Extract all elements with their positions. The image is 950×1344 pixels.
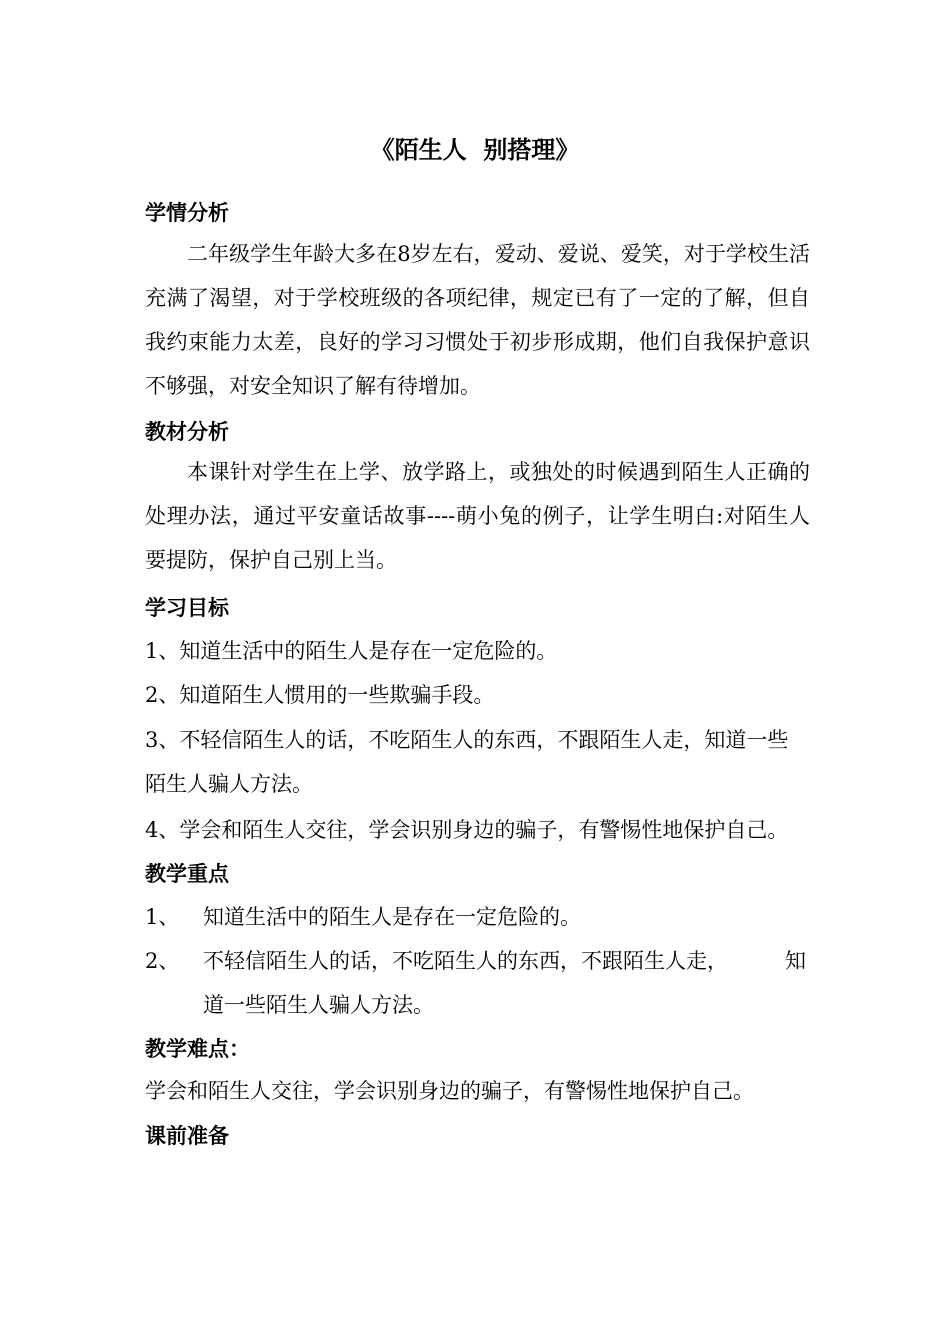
document-title: 《陌生人 别搭理》	[370, 135, 580, 164]
section-heading-preparation: 课前准备	[145, 1123, 229, 1148]
difficulties-text: 学会和陌生人交往，学会识别身边的骗子，有警惕性地保护自己。	[145, 1079, 754, 1103]
goal-item-1: 1、知道生活中的陌生人是存在一定危险的。	[145, 639, 558, 663]
key-point-item-1: 知道生活中的陌生人是存在一定危险的。	[203, 905, 581, 929]
goal-item-4: 4、学会和陌生人交往，学会识别身边的骗子，有警惕性地保护自己。	[145, 818, 789, 842]
material-paragraph: 本课针对学生在上学、放学路上，或独处的时候遇到陌生人正确的处理办法，通过平安童话故事----萌小兔的例子，让学生明白:对陌生人要提防，保护自己别上当。	[145, 460, 810, 572]
analysis-paragraph: 二年级学生年龄大多在8岁左右，爱动、爱说、爱笑，对于学校生活充满了渴望，对于学校班级的各项纪律，规定已有了一定的了解，但自我约束能力太差，良好的学习习惯处于初步形成期，他们自我保护意识不够强，对安全知识了解有待增加。	[145, 242, 810, 398]
section-heading-key-points: 教学重点	[145, 861, 229, 886]
key-point-number-2: 2、	[145, 949, 180, 973]
goal-item-3-line-2: 陌生人骗人方法。	[145, 772, 313, 796]
goal-item-3-line-1: 3、不轻信陌生人的话，不吃陌生人的东西，不跟陌生人走，知道一些	[145, 728, 789, 752]
section-heading-goals: 学习目标	[145, 595, 229, 620]
key-point-item-2-line-1: 不轻信陌生人的话，不吃陌生人的东西，不跟陌生人走，	[203, 949, 728, 973]
key-point-number-1: 1、	[145, 905, 180, 929]
goal-item-2: 2、知道陌生人惯用的一些欺骗手段。	[145, 683, 495, 707]
section-heading-analysis: 学情分析	[145, 200, 229, 225]
section-heading-material: 教材分析	[145, 419, 229, 444]
key-point-item-2-trailing: 知	[785, 949, 806, 973]
key-point-item-2-line-2: 道一些陌生人骗人方法。	[203, 993, 434, 1017]
section-heading-difficulties: 教学难点：	[145, 1036, 250, 1061]
